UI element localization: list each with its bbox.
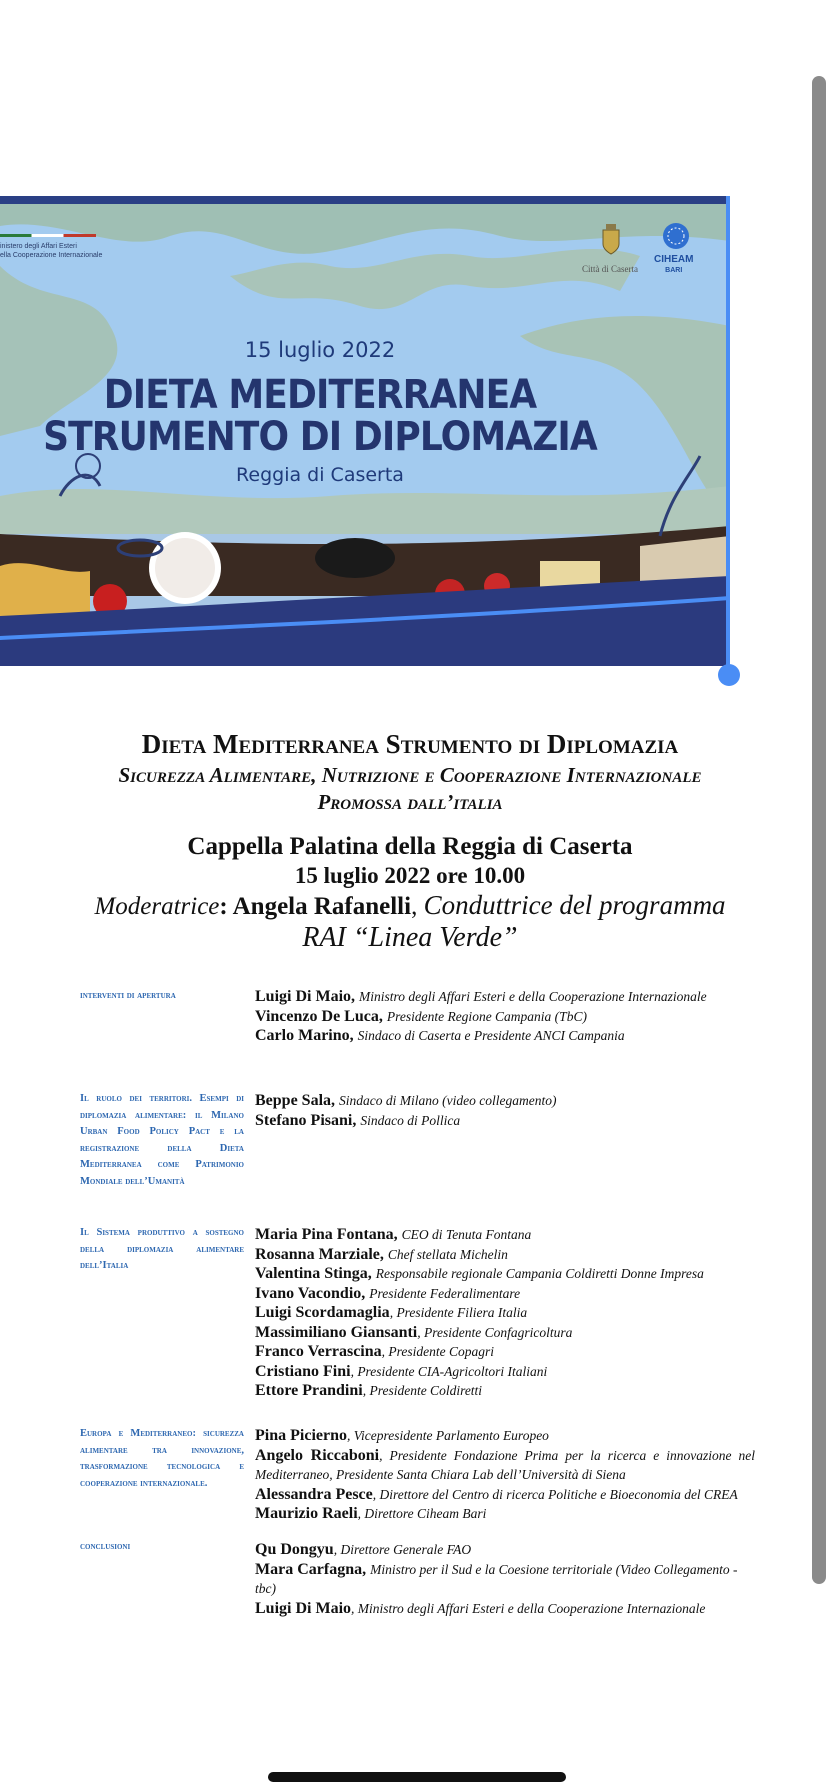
moderator-name: Angela Rafanelli [232,893,412,920]
image-resize-handle[interactable] [718,664,740,686]
banner-place: Reggia di Caserta [236,464,404,486]
speaker-item: Valentina Stinga, Responsabile regionale Campania Coldiretti Donne Impresa [255,1265,704,1282]
speaker-list-europa [255,1426,755,1524]
speaker-item: Rosanna Marziale, Chef stellata Michelin [255,1245,508,1263]
banner-title-line1: DIETA MEDITERRANEA [103,372,537,418]
banner-title-line2: STRUMENTO DI DIPLOMAZIA [43,414,597,460]
speaker-item: Maria Pina Fontana, CEO di Tenuta Fontana [255,1226,532,1243]
ciheam-logo-text: CIHEAM BARI [654,254,694,274]
ministry-logo-text: inistero degli Affari Esteri ella Cooperazione Internazionale [0,243,103,259]
speaker-item: Stefano Pisani, Sindaco di Pollica [255,1111,461,1129]
speaker-item: Vincenzo De Luca, Presidente Regione Campania (TbC) [255,1007,587,1025]
section-label-territori: Il ruolo dei territori. Esempi di diplomazia alimentare: il Milano Urban Food Policy Pact e la registrazione della Dieta Mediterranea come Patrimonio Mondiale dell’Umanità [80,1093,244,1187]
speaker-item: Beppe Sala, Sindaco di Milano (video collegamento) [255,1092,557,1109]
vertical-scrollbar[interactable] [812,76,826,1584]
banner-date: 15 luglio 2022 [244,338,396,362]
speaker-item: Luigi Di Maio, Ministro degli Affari Esteri e della Cooperazione Internazionale [255,1599,706,1617]
speaker-item: Angelo Riccaboni, Presidente Fondazione Prima per la ricerca e innovazione nel Mediterraneo, Presidente Santa Chiara Lab dell’Università di Siena [255,1446,755,1482]
home-indicator[interactable] [268,1772,566,1782]
speaker-item: Massimiliano Giansanti, Presidente Confagricoltura [255,1323,573,1341]
document-title: Dieta Mediterranea Strumento di Diplomazia [141,729,679,759]
moderator-line: Moderatrice: Angela Rafanelli, Conduttrice del programma [94,890,726,920]
speaker-item: Carlo Marino, Sindaco di Caserta e Presidente ANCI Campania [255,1027,625,1044]
moderator-prefix: Moderatrice [94,893,220,920]
speaker-list-opening [255,987,755,1046]
speaker-item: Franco Verrascina, Presidente Copagri [255,1343,495,1360]
moderator-program: RAI “Linea Verde” [302,922,518,953]
speaker-item: Maurizio Raeli, Direttore Ciheam Bari [255,1505,487,1522]
event-banner-image[interactable] [0,196,730,666]
speaker-item: Alessandra Pesce, Direttore del Centro di ricerca Politiche e Bioeconomia del CREA [255,1485,738,1503]
section-label-europa: Europa e Mediterraneo: sicurezza alimentare tra innovazione, trasformazione tecnologica e cooperazione internazionale. [80,1428,244,1489]
moderator-role: Conduttrice del programma [423,890,726,920]
moderator-colon: : [219,893,233,920]
ciheam-star-circle-icon [662,222,690,250]
speaker-item: Ettore Prandini, Presidente Coldiretti [255,1382,483,1399]
speaker-list-conclusioni [255,1540,755,1618]
document-subtitle-line2: Promossa dall’italia [317,790,503,814]
speaker-item: Mara Carfagna, Ministro per il Sud e la Coesione territoriale (Video Collegamento - tbc) [255,1560,738,1596]
speaker-item: Ivano Vacondio, Presidente Federalimentare [255,1284,521,1302]
document-subtitle-line1: Sicurezza Alimentare, Nutrizione e Cooperazione Internazionale [118,763,702,787]
section-label-conclusioni: conclusioni [80,1541,131,1552]
city-label: Città di Caserta [582,264,638,274]
speaker-item: Qu Dongyu, Direttore Generale FAO [255,1541,472,1558]
event-datetime: 15 luglio 2022 ore 10.00 [294,863,526,888]
section-label-sistema: Il Sistema produttivo a sostegno della diplomazia alimentare dell’Italia [80,1227,244,1271]
speaker-item: Cristiano Fini, Presidente CIA-Agricoltori Italiani [255,1362,548,1380]
event-venue: Cappella Palatina della Reggia di Caserta [187,833,633,860]
speaker-list-sistema [255,1225,755,1401]
section-label-opening: interventi di apertura [80,990,176,1001]
speaker-item: Luigi Di Maio, Ministro degli Affari Esteri e della Cooperazione Internazionale [255,988,707,1005]
caserta-crest-icon [600,224,622,256]
speaker-item: Pina Picierno, Vicepresidente Parlamento Europeo [255,1427,549,1444]
italian-flag-stripe [0,234,96,237]
speaker-item: Luigi Scordamaglia, Presidente Filiera Italia [255,1304,528,1321]
image-selection-border [726,196,730,666]
speaker-list-territori [255,1091,755,1130]
